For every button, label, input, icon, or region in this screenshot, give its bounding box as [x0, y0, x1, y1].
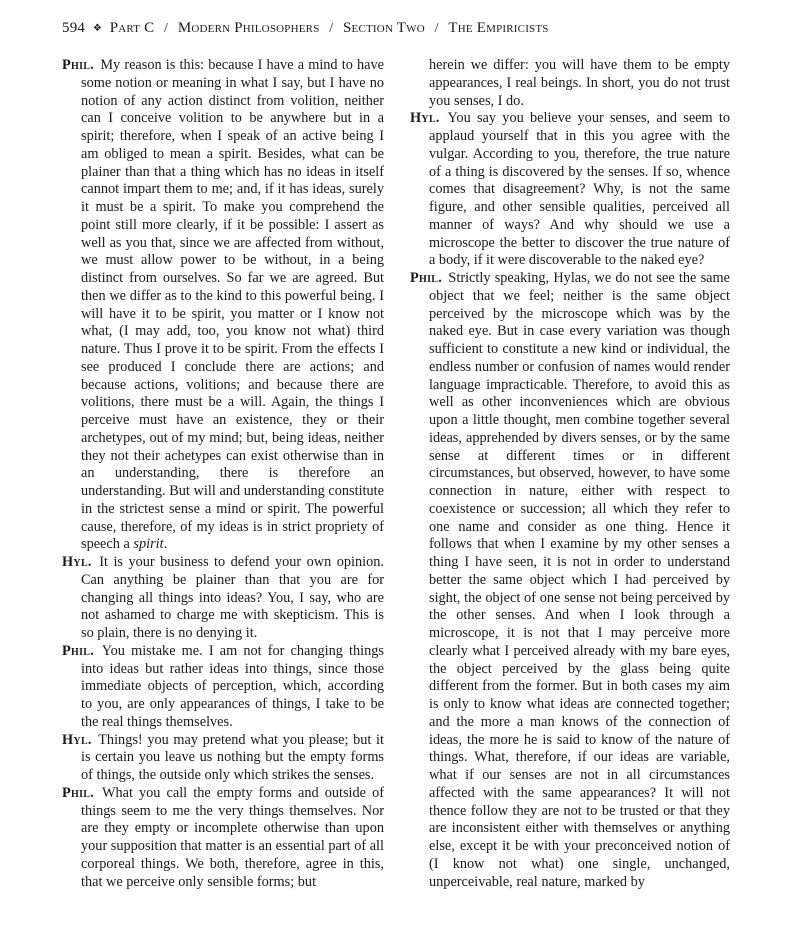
emphasized-word: spirit — [133, 536, 164, 553]
dialogue-text: You say you believe your senses, and seem to applaud yourself that in this you agree with the vulgar. According to you, therefore, the true nature of a thing is discovered by the senses. If so, whence comes that disagreement? Why, is not the same figure, and other sensible qualities, perceived all manner of ways? And why should we use a microscope the better to discover the true nature of a body, if it were discoverable to the naked eye? — [429, 110, 731, 269]
header-separator: / — [164, 21, 169, 36]
header-section: Section Two — [343, 20, 425, 36]
dialogue-paragraph — [62, 554, 384, 643]
header-chapter: The Empiricists — [448, 20, 549, 36]
dialogue-text: herein we differ: you will have them to be empty appearances, I real beings. In short, you do not trust you senses, I do. — [429, 57, 730, 109]
speaker-label: Phil. — [62, 784, 95, 801]
dialogue-paragraph — [410, 110, 730, 270]
dialogue-paragraph — [62, 643, 384, 732]
dialogue-text: It is your business to defend your own opinion. Can anything be plainer than that you are for changing all things into ideas? You, I say, who are not ashamed to charge me with skepticism. This is so plain, there is no denying it. — [81, 554, 384, 641]
running-header — [62, 20, 549, 37]
header-separator: / — [434, 21, 439, 36]
speaker-label: Hyl. — [410, 110, 440, 127]
ornament-icon: ❖ — [92, 23, 102, 34]
header-separator: / — [329, 21, 334, 36]
right-column — [410, 57, 730, 891]
speaker-label: Phil. — [62, 57, 95, 73]
header-book-title: Modern Philosophers — [177, 20, 320, 36]
dialogue-paragraph — [410, 270, 730, 891]
speaker-label: Phil. — [410, 270, 443, 286]
dialogue-paragraph — [62, 732, 384, 785]
dialogue-paragraph — [62, 57, 384, 554]
dialogue-paragraph-continued — [410, 57, 730, 110]
speaker-label: Hyl. — [62, 731, 92, 748]
left-column — [62, 57, 384, 891]
dialogue-paragraph — [62, 785, 384, 892]
dialogue-text: My reason is this: because I have a mind to have some notion or meaning in what I say, but I have no notion of any action distinct from volition, neither can I conceive volition to be anywhere but in a spirit; therefore, when I speak of an active being I am obliged to mean a spirit. Besides, what can be plainer than that a thing which has no ideas in itself cannot impart them to me; and, if it has ideas, surely it must be a spirit. To make you comprehend the point still more clearly, if it be possible: I assert as well as you that, since we are affected from without, we must allow power to be without, in a being distinct from ourselves. So far we are agreed. But then we differ as to the kind to this powerful being. I will have it to be spirit, you matter or I know not what, (I may add, too, you know not what) third nature. Thus I prove it to be spirit. From the effects I see produced I conclude there are actions; and because actions, volitions; and because there are volitions, there must be a will. Again, the things I perceive must have an existence, they or their archetypes, out of my mind; but, being ideas, neither they not their achetypes can exist otherwise than in an understanding, there is therefore an understanding. But will and understanding constitute in the strictest sense a mind or spirit. The powerful cause, therefore, of my ideas is in strict propriety of speech a — [81, 57, 384, 553]
dialogue-text: You mistake me. I am not for changing things into ideas but rather ideas into things, since those immediate objects of perception, which, according to you, are only appearances of things, I take to be the real things themselves. — [81, 642, 385, 730]
dialogue-text-end: . — [163, 536, 168, 553]
dialogue-text: Things! you may pretend what you please; but it is certain you leave us nothing but the empty forms of things, the outside only which strikes the senses. — [81, 731, 384, 783]
speaker-label: Hyl. — [62, 554, 92, 570]
speaker-label: Phil. — [62, 642, 95, 659]
page-number: 594 — [62, 20, 86, 36]
dialogue-text: What you call the empty forms and outside of things seem to me the very things themselves. Nor are they empty or incomplete otherwise than upon your supposition that matter is an essential part of all corporeal things. We both, therefore, agree in this, that we perceive only sensible forms; but — [81, 784, 384, 890]
dialogue-text: Strictly speaking, Hylas, we do not see the same object that we feel; neither is the same object perceived by the microscope which was by the naked eye. But in case every variation was though sufficient to constitute a new kind or individual, the endless number or confusion of names would render language impracticable. Therefore, to avoid this as well as other inconveniences which are obvious upon a little thought, men combine together several ideas, apprehended by divers senses, or by the same sense at different times or in different circumstances, but observed, however, to have some connection in nature, either with respect to coexistence or succession; all which they refer to one name and consider as one thing. Hence it follows that when I examine by my other senses a thing I have seen, it is not in order to understand better the same object which I had perceived by sight, the object of one sense not being perceived by the other senses. And when I look through a microscope, it is not that I may perceive more clearly what I perceived already with my bare eyes, the object perceived by the glass being quite different from the former. But in both cases my aim is only to know what ideas are connected together; and the more a man knows of the connection of ideas, the more he is said to know of the nature of things. What, therefore, if our ideas are variable, what if our senses are not in all circumstances affected with the same appearances? It will not thence follow they are not to be trusted or that they are inconsistent either with themselves or anything else, except it be with your preconceived notion of (I know not what) one single, unchanged, unperceivable, real nature, marked by — [429, 270, 730, 890]
header-part: Part C — [109, 20, 155, 36]
